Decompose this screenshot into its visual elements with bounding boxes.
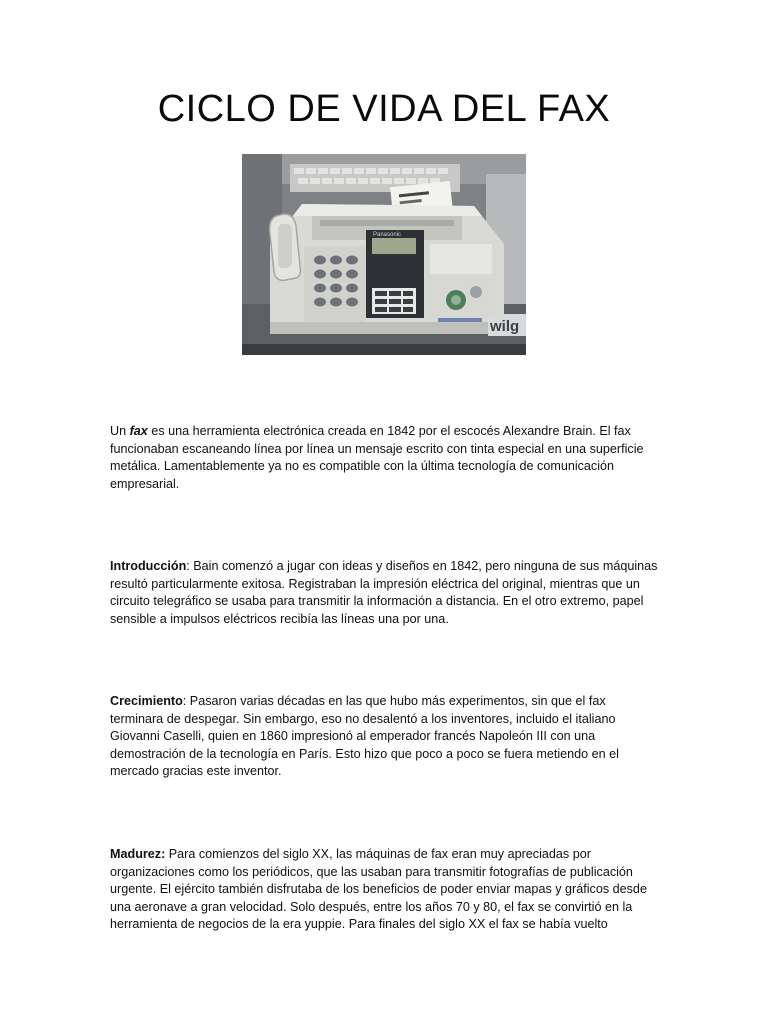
paragraph-madurez: Madurez: Para comienzos del siglo XX, las máquinas de fax eran muy apreciadas por organizaciones como los periódicos, que las usaban para transmitir fotografías de publicación urgente. El ejército también disfrutaba de los beneficios de poder enviar mapas y gráficos desde una aeronave a gran velocidad. Solo después, entre los años 70 y 80, el fax se convirtió en la herramienta de negocios de la era yuppie. Para finales del siglo XX el fax se había vuelto bbox=[110, 847, 647, 932]
heading-introduccion: Introducción bbox=[110, 559, 187, 573]
heading-madurez: Madurez: bbox=[110, 847, 166, 861]
fax-machine-photo bbox=[242, 154, 526, 355]
emphasis-fax: fax bbox=[129, 424, 148, 438]
paragraph-crecimiento: Crecimiento: Pasaron varias décadas en las que hubo más experimentos, sin que el fax terminara de despegar. Sin embargo, eso no desalentó a los inventores, incluido el italiano Giovanni Caselli, quien en 1860 impresionó al emperador francés Napoleón III con una demostración de la tecnología en París. Esto hizo que poco a poco se fuera metiendo en el mercado gracias este inventor. bbox=[110, 694, 619, 779]
page-title: CICLO DE VIDA DEL FAX bbox=[157, 88, 611, 130]
svg-text:wilg: wilg bbox=[490, 318, 520, 335]
svg-text:Panasonic: Panasonic bbox=[373, 232, 402, 238]
heading-crecimiento: Crecimiento bbox=[110, 694, 183, 708]
paragraph-introduccion: Introducción: Bain comenzó a jugar con ideas y diseños en 1842, pero ninguna de sus máquinas resultó particularmente exitosa. Registraban la impresión eléctrica del original, mientras que un circuito telegráfico se usaba para transmitir la información a distancia. En el otro extremo, papel sensible a impulsos eléctricos recibía las líneas una por una. bbox=[110, 559, 658, 626]
paragraph-fax-definition: Un fax es una herramienta electrónica creada en 1842 por el escocés Alexandre Brain. El fax funcionaban escaneando línea por línea un mensaje escrito con tinta especial en una superficie metálica. Lamentablemente ya no es compatible con la última tecnología de comunicación empresarial. bbox=[110, 424, 644, 491]
